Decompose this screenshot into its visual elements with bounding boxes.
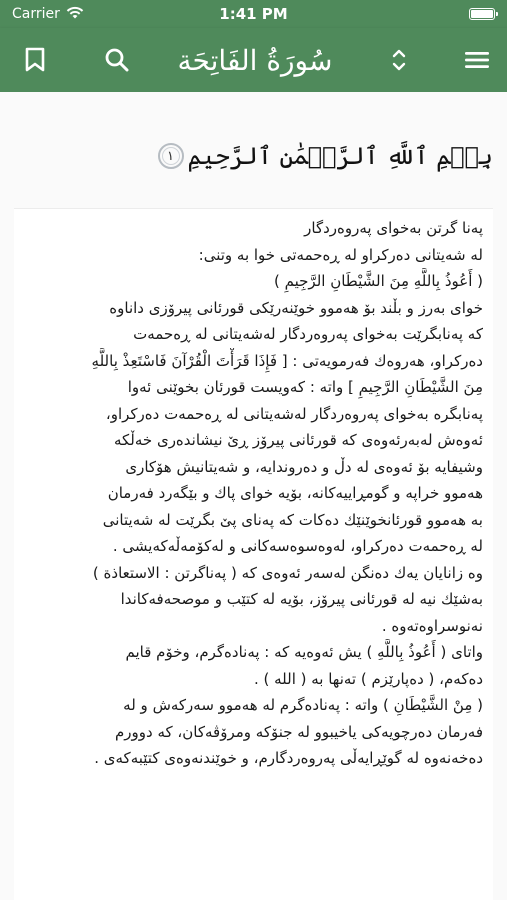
tafsir-line: دەخەنەوە لە گوێڕایەڵی پەروەردگارم، و خوێندنەوەی کتێبەکەی . (94, 749, 483, 767)
ayah-row[interactable] (14, 132, 493, 180)
tafsir-line: خوای بەرز و بڵند بۆ هەموو خوێنەرێکی قورئانی پیرۆزی داناوە (109, 298, 483, 317)
tafsir-line: وشیفایە بۆ ئەوەی لە دڵ و دەروندایە، و شەیتانیش هۆکاری (125, 457, 483, 476)
tafsir-line: ( أَعُوذُ بِاللَّهِ مِنَ الشَّيْطَانِ الرَّجِيمِ ) (274, 272, 483, 290)
tafsir-line: بەشێك نیە لە قورئانی پیرۆز، بۆیە لە کتێب و موصحەفەکاندا (120, 590, 483, 608)
surah-title: سُورَةُ الفَاتِحَة (177, 43, 333, 77)
sort-updown-icon[interactable] (381, 42, 417, 78)
search-icon[interactable] (99, 42, 135, 78)
tafsir-line: نەنوسراوەتەوە . (381, 616, 483, 635)
tafsir-line: پەنابگرە بەخوای پەروەردگار لەشەیتانی لە ڕەحمەت دەرکراو، (105, 404, 483, 423)
nav-bar (0, 28, 507, 92)
content-area (0, 92, 507, 900)
battery-icon (469, 8, 495, 20)
tafsir-line: ( مِنْ الشَّيْطَانِ ) واتە : پەنادەگرم لە هەموو سەرکەش و لە (123, 696, 483, 714)
ayah-number-marker (158, 143, 184, 169)
tafsir-line: بە هەموو قورئانخوێنێك دەکات کە پەنای پێ بگرێت لە شەیتانی (102, 510, 483, 529)
tafsir-line: فەرمان دەرچویەکی یاخیبوو لە جنۆکە ومرۆڤەکان، کە دوورم (115, 722, 483, 741)
tafsir-line: دەرکراو، هەروەك فەرمویەتی : [ فَإِذَا قَرَأْتَ الْقُرْآنَ فَاسْتَعِذْ بِاللَّهِ (91, 351, 483, 370)
tafsir-line: لە شەیتانی دەرکراو لە ڕەحمەتی خوا بە وتنی: (198, 245, 483, 264)
tafsir-line: کە پەنابگرێت بەخوای پەروەردگار لەشەیتانی لە ڕەحمەت (133, 325, 483, 343)
tafsir-line: مِنَ الشَّيْطَانِ الرَّجِيمِ ] واتە : کەویست قورئان بخوێنی ئەوا (127, 378, 483, 396)
tafsir-line: ئەوەش لەبەرئەوەی کە قورئانی پیرۆز ڕێ نیشاندەری خەڵکە (113, 431, 483, 449)
tafsir-line: هەموو خراپە و گومڕاییەکانە، بۆیە خوای پاك و بێگەرد فەرمان (107, 484, 483, 502)
ayah-number: ١ (167, 148, 174, 164)
tafsir-line: وە زانایان یەك دەنگن لەسەر ئەوەی کە ( پەناگرتن : الاستعاذة ) (92, 563, 483, 582)
tafsir-line: واتای ( أَعُوذُ بِاللَّهِ ) یش ئەوەیە کە : پەنادەگرم، وخۆم قایم (125, 643, 483, 661)
bookmark-icon[interactable] (17, 42, 53, 78)
tafsir-panel (14, 208, 493, 900)
menu-icon[interactable] (459, 42, 495, 78)
status-bar (0, 0, 507, 28)
tafsir-line: دەکەم، ( دەپارێزم ) تەنها بە ( الله ) . (253, 669, 483, 688)
ayah-text: بِسۡمِ ٱللَّهِ ٱلرَّحۡمَٰنِ ٱلرَّحِيمِ (187, 142, 493, 170)
carrier-label: Carrier (12, 6, 60, 22)
status-time: 1:41 PM (219, 5, 288, 23)
tafsir-line: پەنا گرتن بەخوای پەروەردگار (304, 219, 483, 237)
tafsir-line: لە ڕەحمەت دەرکراو، لەوەسوەسەکانی و لەکۆمەڵەکەیشی . (112, 537, 483, 555)
